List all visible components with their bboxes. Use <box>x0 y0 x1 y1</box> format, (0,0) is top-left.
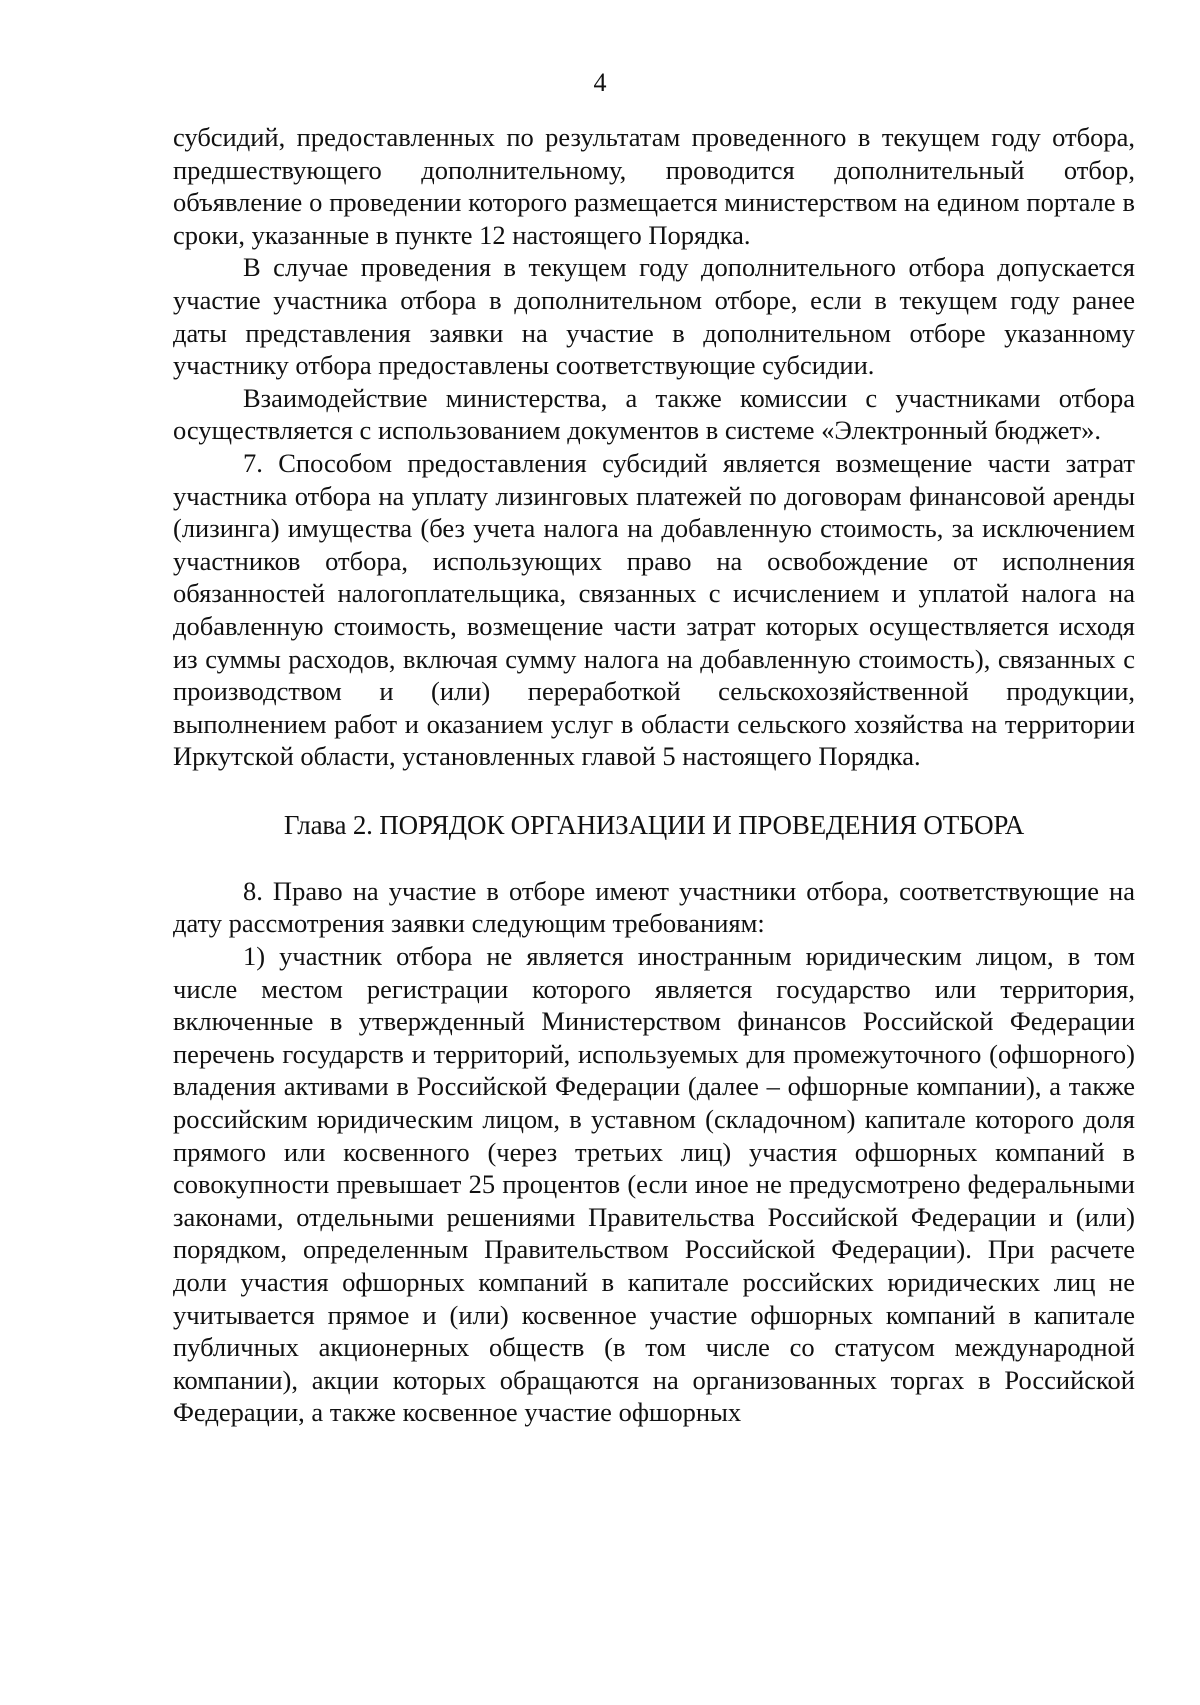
page-number: 4 <box>593 68 607 97</box>
chapter-heading: Глава 2. ПОРЯДОК ОРГАНИЗАЦИИ И ПРОВЕДЕНИЯ ОТБОРА <box>283 809 1025 840</box>
paragraph-clause-8: 8. Право на участие в отборе имеют участники отбора, соответствующие на дату рассмотрения заявки следующим требованиям: <box>173 875 1135 939</box>
paragraph-continuation: субсидий, предоставленных по результатам проведенного в текущем году отбора, предшествующего дополнительному, проводится дополнительный отбор, объявление о проведении которого размещается министерством на едином портале в сроки, указанные в пункте 12 настоящего Порядка. <box>173 122 1135 250</box>
paragraph-electronic-budget: Взаимодействие министерства, а также комиссии с участниками отбора осуществляется с использованием документов в системе «Электронный бюджет». <box>173 382 1135 446</box>
paragraph-additional-selection: В случае проведения в текущем году дополнительного отбора допускается участие участника отбора в дополнительном отборе, если в текущем году ранее даты представления заявки на участие в дополнительном отборе указанному участнику отбора предоставлены соответствующие субсидии. <box>173 252 1135 381</box>
document-body <box>173 121 1135 1429</box>
paragraph-clause-7: 7. Способом предоставления субсидий является возмещение части затрат участника отбора на уплату лизинговых платежей по договорам финансовой аренды (лизинга) имущества (без учета налога на добавленную стоимость, за исключением участников отбора, использующих право на освобождение от исполнения обязанностей налогоплательщика, связанных с исчислением и уплатой налога на добавленную стоимость, возмещение части затрат которых осуществляется исходя из суммы расходов, включая сумму налога на добавленную стоимость), связанных с производством и (или) переработкой сельскохозяйственной продукции, выполнением работ и оказанием услуг в области сельского хозяйства на территории Иркутской области, установленных главой 5 настоящего Порядка. <box>173 447 1135 772</box>
paragraph-requirement-1: 1) участник отбора не является иностранным юридическим лицом, в том числе местом регистрации которого является государство или территория, включенные в утвержденный Министерством финансов Российской Федерации перечень государств и территорий, используемых для промежуточного (офшорного) владения активами в Российской Федерации (далее – офшорные компании), а также российским юридическим лицом, в уставном (складочном) капитале которого доля прямого или косвенного (через третьих лиц) участия офшорных компаний в совокупности превышает 25 процентов (если иное не предусмотрено федеральными законами, отдельными решениями Правительства Российской Федерации и (или) порядком, определенным Правительством Российской Федерации). При расчете доли участия офшорных компаний в капитале российских юридических лиц не учитывается прямое и (или) косвенное участие офшорных компаний в капитале публичных акционерных обществ (в том числе со статусом международной компании), акции которых обращаются на организованных торгах в Российской Федерации, а также косвенное участие офшорных <box>173 941 1135 1428</box>
